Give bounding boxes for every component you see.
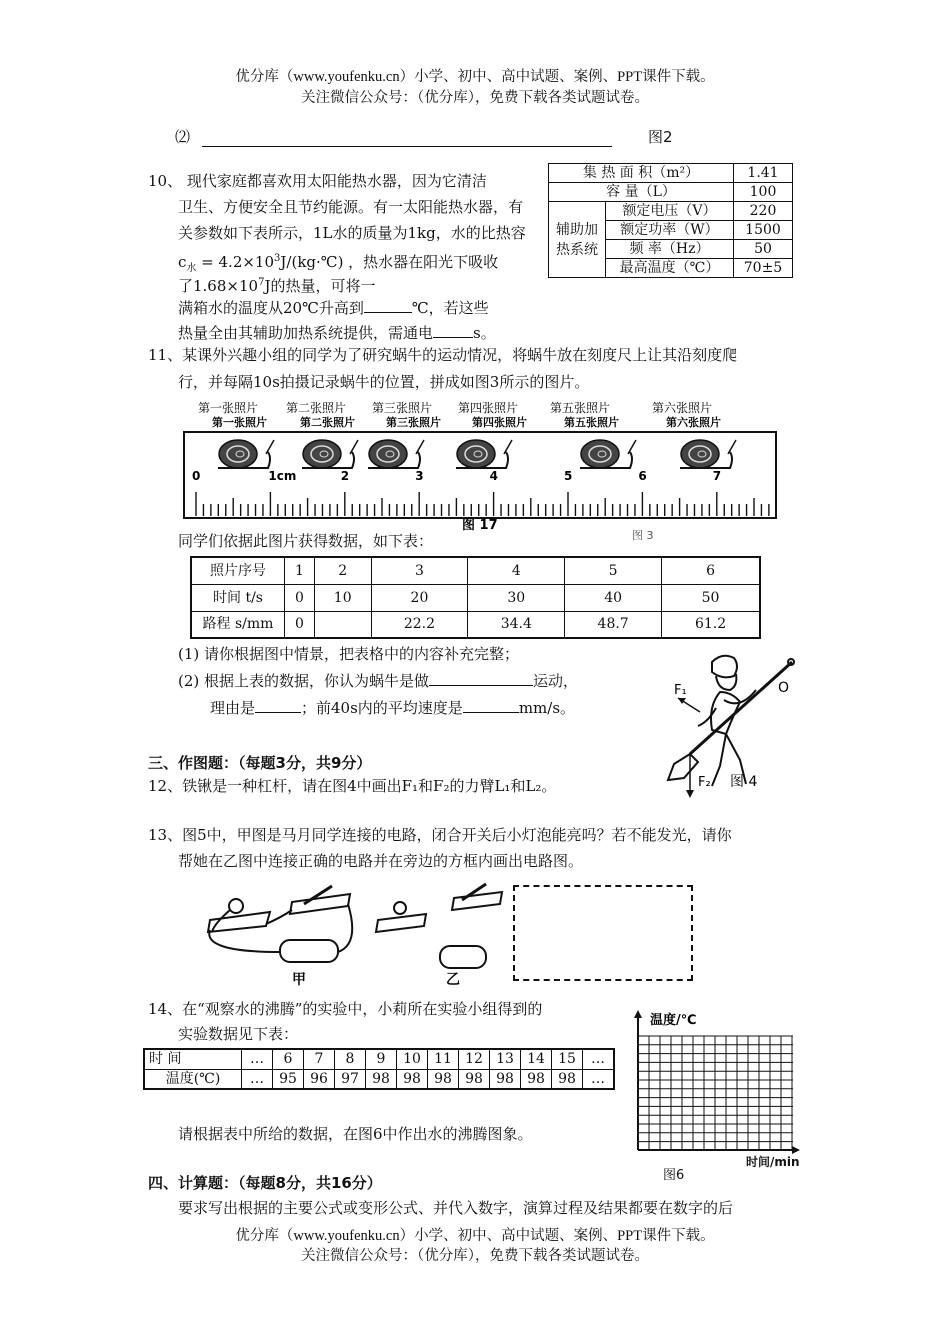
time-cell: 0 bbox=[285, 584, 315, 611]
area-label: 集 热 面 积（m²） bbox=[549, 164, 734, 183]
aux-heating-label: 辅助加热系统 bbox=[549, 202, 606, 278]
row-label-time: 时间 t/s bbox=[191, 584, 285, 611]
capacity-value: 100 bbox=[734, 183, 793, 202]
q10-line-7: 热量全由其辅助加热系统提供，需通电 s。 bbox=[178, 320, 496, 346]
fig3-label: 图 3 bbox=[632, 529, 654, 542]
yi-lamp-base bbox=[376, 914, 426, 932]
distance-cell-blank[interactable] bbox=[314, 611, 371, 638]
shovel-blade bbox=[668, 754, 698, 780]
temp-cell: 98 bbox=[459, 1069, 490, 1089]
distance-cell: 22.2 bbox=[371, 611, 468, 638]
temp-cell: 97 bbox=[335, 1069, 366, 1089]
f1-label: F₁ bbox=[674, 683, 687, 698]
time-cell: 12 bbox=[459, 1049, 490, 1069]
blank-temperature[interactable] bbox=[364, 296, 412, 313]
photo-caption: 第三张照片 bbox=[372, 401, 433, 415]
time-cell: 10 bbox=[314, 584, 371, 611]
boiling-graph-grid[interactable] bbox=[628, 1006, 808, 1172]
time-cell: 14 bbox=[521, 1049, 552, 1069]
spec-row-value: 70±5 bbox=[734, 259, 793, 278]
snail-data-table bbox=[190, 556, 761, 639]
q11-line-1: 11、某课外兴趣小组的同学为了研究蜗牛的运动情况，将蜗牛放在刻度尺上让其沿刻度爬 bbox=[148, 346, 738, 364]
heater-spec-table bbox=[548, 163, 793, 278]
time-cell: 7 bbox=[304, 1049, 335, 1069]
time-cell: 50 bbox=[662, 584, 760, 611]
time-cell: 11 bbox=[428, 1049, 459, 1069]
spec-row-value: 1500 bbox=[734, 221, 793, 240]
time-cell: 40 bbox=[565, 584, 662, 611]
time-cell: 6 bbox=[273, 1049, 304, 1069]
blank-reason[interactable] bbox=[255, 696, 301, 713]
q10-line-5: 了$1.68\times 10^7J$的热量，可将一 bbox=[178, 277, 376, 295]
circuit-figure bbox=[200, 880, 520, 990]
q10-line-4: $c_水$ = $4.2\times 10^3J/(kg\cdot℃)$ ，热水器在阳光下吸收 bbox=[178, 253, 499, 274]
area-value: 1.41 bbox=[734, 164, 793, 183]
photo-caption-bold: 第二张照片 bbox=[300, 416, 355, 429]
temp-cell: 98 bbox=[490, 1069, 521, 1089]
seq-cell: 5 bbox=[565, 557, 662, 584]
jia-label: 甲 bbox=[292, 972, 306, 988]
temp-row-label: 温度(℃) bbox=[144, 1069, 242, 1089]
temp-cell: … bbox=[242, 1069, 273, 1089]
ruler-label: 1cm bbox=[268, 469, 297, 483]
ruler-label: 5 bbox=[564, 469, 573, 483]
distance-cell: 0 bbox=[285, 611, 315, 638]
q11-line-2: 行，并每隔10s拍摄记录蜗牛的位置，拼成如图3所示的图片。 bbox=[178, 373, 590, 391]
footer-line-1: 优分库（www.youfenku.cn）小学、初中、高中试题、案例、PPT课件下载。 bbox=[235, 1228, 715, 1244]
fig17-label: 图 17 bbox=[462, 518, 498, 533]
q10-line-2: 卫生、方便安全且节约能源。有一太阳能热水器，有 bbox=[178, 198, 524, 216]
arm-lower bbox=[698, 708, 716, 726]
ruler-label: 0 bbox=[192, 469, 201, 483]
spec-row-value: 220 bbox=[734, 202, 793, 221]
q10-line-6: 满箱水的温度从20℃升高到 ℃，若这些 bbox=[178, 295, 489, 321]
time-cell: 8 bbox=[335, 1049, 366, 1069]
time-cell: 20 bbox=[371, 584, 468, 611]
distance-cell: 48.7 bbox=[565, 611, 662, 638]
ruler-label: 2 bbox=[340, 469, 350, 483]
prev-question-label: ⑵ bbox=[175, 128, 191, 146]
section-3-title: 三、作图题：（每题3分，共9分） bbox=[148, 754, 372, 772]
time-cell: … bbox=[242, 1049, 273, 1069]
q14-instruction: 请根据表中所给的数据，在图6中作出水的沸腾图象。 bbox=[178, 1125, 533, 1143]
spec-row-label: 最高温度（℃） bbox=[606, 259, 734, 278]
answer-line bbox=[202, 146, 612, 147]
time-cell: 13 bbox=[490, 1049, 521, 1069]
q14-line-1: 14、在“观察水的沸腾”的实验中，小莉所在实验小组得到的 bbox=[148, 1000, 543, 1018]
photo-caption-bold: 第四张照片 bbox=[472, 416, 527, 429]
q11-sub-3: 理由是 ；前40s内的平均速度是 mm/s。 bbox=[210, 695, 575, 721]
photo-caption: 第六张照片 bbox=[652, 401, 713, 415]
temp-cell: 95 bbox=[273, 1069, 304, 1089]
f2-label: F₂ bbox=[698, 775, 711, 790]
seq-cell: 1 bbox=[285, 557, 315, 584]
yi-switch-blade bbox=[462, 884, 486, 900]
ruler-label: 3 bbox=[415, 469, 424, 483]
row-label-distance: 路程 s/mm bbox=[191, 611, 285, 638]
seq-cell: 4 bbox=[468, 557, 565, 584]
f2-arrowhead bbox=[686, 790, 694, 798]
seq-cell: 6 bbox=[662, 557, 760, 584]
time-cell: 15 bbox=[552, 1049, 583, 1069]
jia-bulb bbox=[229, 899, 243, 913]
photo-caption-bold: 第六张照片 bbox=[666, 416, 721, 429]
figure-2-label: 图2 bbox=[648, 128, 673, 146]
ruler-label: 7 bbox=[712, 469, 722, 483]
q13-line-2: 帮她在乙图中连接正确的电路并在旁边的方框内画出电路图。 bbox=[178, 852, 584, 870]
blank-motion-type[interactable] bbox=[429, 669, 533, 686]
shovel-worker-figure bbox=[660, 650, 810, 800]
y-axis-arrow bbox=[634, 1010, 642, 1018]
distance-cell: 61.2 bbox=[662, 611, 760, 638]
temp-cell: 98 bbox=[366, 1069, 397, 1089]
distance-cell: 34.4 bbox=[468, 611, 565, 638]
time-cell: 9 bbox=[366, 1049, 397, 1069]
helmet bbox=[712, 656, 737, 678]
row-label-seq: 照片序号 bbox=[191, 557, 285, 584]
shovel-handle bbox=[690, 662, 792, 754]
photo-caption: 第五张照片 bbox=[550, 401, 611, 415]
temp-cell: 98 bbox=[428, 1069, 459, 1089]
footer-line-2: 关注微信公众号：（优分库），免费下载各类试题试卷。 bbox=[301, 1248, 649, 1264]
q11-table-intro: 同学们依据此图片获得数据，如下表： bbox=[178, 532, 434, 550]
q11-sub-1: (1) 请你根据图中情景，把表格中的内容补充完整； bbox=[178, 645, 520, 663]
yi-label: 乙 bbox=[446, 972, 460, 988]
x-axis-label: 时间/min bbox=[746, 1155, 800, 1169]
q14-line-2: 实验数据见下表： bbox=[178, 1025, 299, 1043]
header-line-1: 优分库（www.youfenku.cn）小学、初中、高中试题、案例、PPT课件下载。 bbox=[235, 69, 715, 85]
yi-bulb bbox=[394, 902, 406, 914]
photo-caption: 第四张照片 bbox=[458, 401, 519, 415]
spec-row-label: 额定电压（V） bbox=[606, 202, 734, 221]
q12-text: 12、铁锹是一种杠杆，请在图4中画出F₁和F₂的力臂L₁和L₂。 bbox=[148, 777, 557, 795]
circuit-drawing-box[interactable] bbox=[513, 885, 693, 981]
boiling-data-table bbox=[143, 1048, 615, 1090]
jia-switch-base bbox=[290, 894, 350, 914]
q10-line-3: 关参数如下表所示，1L水的质量为1kg，水的比热容 bbox=[178, 224, 526, 242]
fig4-label: 图 4 bbox=[730, 774, 758, 790]
fig6-label: 图6 bbox=[663, 1168, 685, 1183]
yi-battery bbox=[440, 946, 486, 968]
time-cell: 30 bbox=[468, 584, 565, 611]
section-4-title: 四、计算题：（每题8分，共16分） bbox=[148, 1174, 382, 1192]
q10-line-1: 10、 现代家庭都喜欢用太阳能热水器，因为它清洁 bbox=[148, 172, 487, 190]
photo-caption-bold: 第三张照片 bbox=[386, 416, 441, 429]
photo-caption-bold: 第五张照片 bbox=[564, 416, 619, 429]
q13-line-1: 13、图5中，甲图是马月同学连接的电路，闭合开关后小灯泡能亮吗？若不能发光，请你 bbox=[148, 826, 732, 844]
y-axis-label: 温度/℃ bbox=[650, 1013, 697, 1028]
photo-caption-bold: 第一张照片 bbox=[212, 416, 267, 429]
jia-battery bbox=[280, 940, 338, 962]
yi-switch-base bbox=[452, 892, 502, 910]
time-row-label: 时 间 bbox=[144, 1049, 242, 1069]
section-4-text: 要求写出根据的主要公式或变形公式、并代入数字，演算过程及结果都要在数字的后 bbox=[178, 1199, 734, 1217]
seq-cell: 2 bbox=[314, 557, 371, 584]
blank-time[interactable] bbox=[433, 321, 473, 338]
jia-switch-blade bbox=[304, 886, 332, 904]
time-cell: 10 bbox=[397, 1049, 428, 1069]
temp-cell: 98 bbox=[397, 1069, 428, 1089]
photo-caption: 第一张照片 bbox=[198, 401, 259, 415]
spec-row-value: 50 bbox=[734, 240, 793, 259]
ruler-label: 4 bbox=[489, 469, 498, 483]
ruler-label: 6 bbox=[638, 469, 647, 483]
spec-row-label: 额定功率（W） bbox=[606, 221, 734, 240]
spec-row-label: 频 率（Hz） bbox=[606, 240, 734, 259]
temp-cell: 98 bbox=[552, 1069, 583, 1089]
header-line-2: 关注微信公众号：（优分库），免费下载各类试题试卷。 bbox=[301, 90, 649, 106]
seq-cell: 3 bbox=[371, 557, 468, 584]
capacity-label: 容 量（L） bbox=[549, 183, 734, 202]
q11-sub-2: (2) 根据上表的数据，你认为蜗牛是做 运动， bbox=[178, 668, 578, 694]
blank-speed[interactable] bbox=[463, 696, 519, 713]
temp-cell: … bbox=[583, 1069, 615, 1089]
o-label: O bbox=[778, 680, 790, 696]
photo-caption: 第二张照片 bbox=[286, 401, 347, 415]
snail-ruler-figure bbox=[180, 396, 780, 546]
time-cell: … bbox=[583, 1049, 615, 1069]
temp-cell: 98 bbox=[521, 1069, 552, 1089]
temp-cell: 96 bbox=[304, 1069, 335, 1089]
